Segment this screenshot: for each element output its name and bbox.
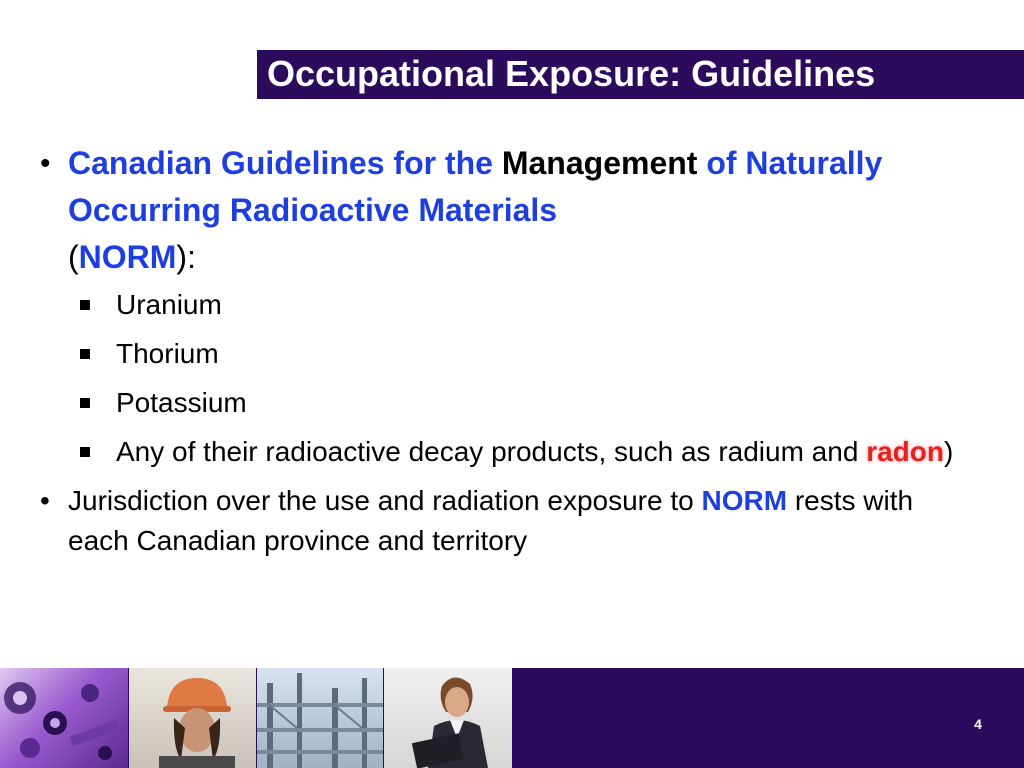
open-paren: ( xyxy=(68,239,79,275)
bullet-text xyxy=(68,481,980,561)
norm-full-text: of Naturally Occurring Radioactive Materials xyxy=(68,145,883,228)
worker-photo xyxy=(129,668,256,768)
businesswoman-illustration xyxy=(384,668,512,768)
jurisdiction-text-end: rests with each Canadian province and territory xyxy=(68,485,914,556)
square-bullet-icon xyxy=(80,349,90,359)
equipment-illustration xyxy=(0,668,128,768)
sub-item-thorium xyxy=(76,334,980,374)
management-text: Management xyxy=(501,145,698,181)
decay-products-text: Any of their radioactive decay products, such as radium and xyxy=(116,436,867,467)
sub-item-decay-products xyxy=(76,432,980,472)
bullet-canadian-guidelines xyxy=(40,140,980,281)
norm-abbrev: NORM xyxy=(701,485,788,516)
sub-bullet-list xyxy=(76,285,980,472)
sub-item-uranium xyxy=(76,285,980,325)
industrial-plant-photo xyxy=(257,668,383,768)
sub-item-label: Potassium xyxy=(116,387,247,418)
slide-title: Occupational Exposure: Guidelines xyxy=(267,53,876,94)
title-bar xyxy=(257,50,1024,99)
sub-item-potassium xyxy=(76,383,980,423)
businesswoman-photo xyxy=(384,668,512,768)
bullet-text xyxy=(68,140,980,281)
page-number: 4 xyxy=(974,716,982,732)
norm-abbrev: NORM xyxy=(78,239,177,275)
plant-illustration xyxy=(257,668,383,768)
bullet-jurisdiction xyxy=(40,481,980,561)
guidelines-text: Canadian Guidelines for the xyxy=(68,145,502,181)
sub-item-label: Uranium xyxy=(116,289,222,320)
bullet-dot-icon: • xyxy=(40,485,50,516)
bullet-dot-icon: • xyxy=(40,147,51,180)
footer-banner xyxy=(0,668,1024,768)
square-bullet-icon xyxy=(80,398,90,408)
close-paren: ): xyxy=(176,239,196,275)
sub-item-label: Thorium xyxy=(116,338,219,369)
close-paren: ) xyxy=(943,436,954,467)
equipment-photo xyxy=(0,668,128,768)
radon-text: radon xyxy=(866,436,944,467)
square-bullet-icon xyxy=(80,447,90,457)
jurisdiction-text: Jurisdiction over the use and radiation exposure to xyxy=(68,485,702,516)
worker-illustration xyxy=(129,668,256,768)
slide-content xyxy=(40,140,980,561)
square-bullet-icon xyxy=(80,300,90,310)
